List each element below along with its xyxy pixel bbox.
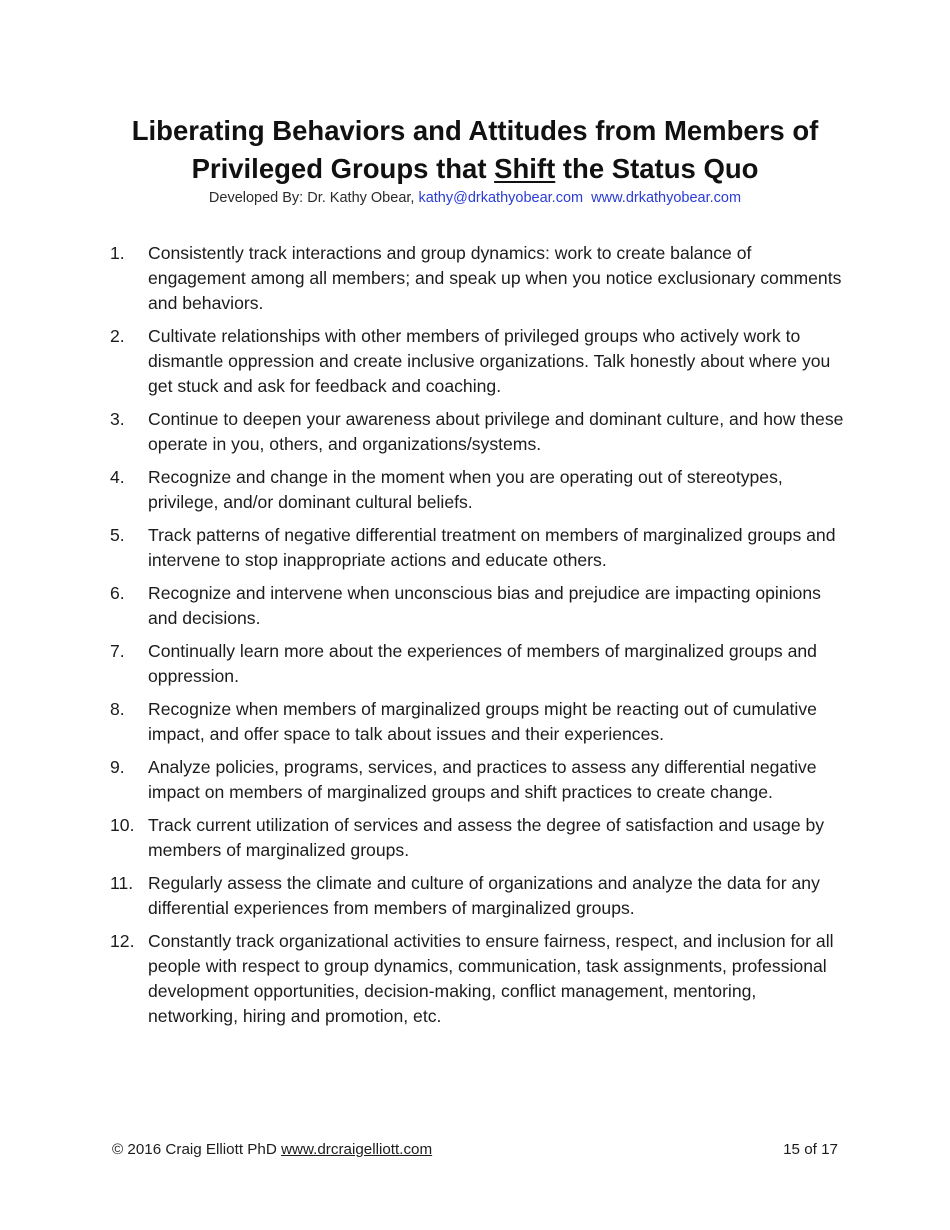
footer-copyright-text: © 2016 Craig Elliott PhD	[112, 1141, 282, 1158]
title-line-2	[60, 150, 890, 188]
title-line-2-end: the Status Quo	[555, 153, 759, 184]
list-item-number: 11.	[110, 873, 134, 893]
list-item	[110, 697, 845, 747]
title-line-1: Liberating Behaviors and Attitudes from Members of	[131, 115, 819, 146]
footer-copyright	[112, 1141, 432, 1158]
list-item-text: Track patterns of negative differential treatment on members of marginalized groups and intervene to stop inappropriate actions and educate others.	[148, 525, 836, 570]
footer-website-link[interactable]: www.drcraigelliott.com	[281, 1141, 433, 1158]
author-email-link[interactable]: kathy@drkathyobear.com	[418, 190, 584, 206]
list-item-number: 12.	[110, 931, 135, 951]
list-item	[110, 581, 845, 631]
list-item-number: 4.	[110, 467, 125, 487]
list-item-number: 1.	[110, 243, 125, 263]
list-item	[110, 465, 845, 515]
list-item-text: Continually learn more about the experiences of members of marginalized groups and oppression.	[148, 641, 817, 686]
list-item-text: Constantly track organizational activities to ensure fairness, respect, and inclusion for all people with respect to group dynamics, communication, task assignments, professional development opportunities, decision-making, conflict management, mentoring, networking, hiring and promotion, etc.	[148, 931, 834, 1026]
list-item	[110, 871, 845, 921]
list-item-text: Track current utilization of services and assess the degree of satisfaction and usage by members of marginalized groups.	[148, 815, 825, 860]
list-item-number: 2.	[110, 326, 125, 346]
list-item-text: Recognize when members of marginalized groups might be reacting out of cumulative impact, and offer space to talk about issues and their experiences.	[148, 699, 817, 744]
title-emphasis-word: Shift	[494, 153, 556, 184]
list-item	[110, 523, 845, 573]
behavior-list	[110, 241, 845, 1037]
list-item-text: Consistently track interactions and group dynamics: work to create balance of engagement among all members; and speak up when you notice exclusionary comments and behaviors.	[148, 243, 842, 313]
list-item-text: Recognize and change in the moment when you are operating out of stereotypes, privilege, and/or dominant cultural beliefs.	[148, 467, 783, 512]
list-item	[110, 639, 845, 689]
page-number: 15 of 17	[783, 1141, 838, 1158]
list-item	[110, 813, 845, 863]
list-item-text: Continue to deepen your awareness about privilege and dominant culture, and how these operate in you, others, and organizations/systems.	[148, 409, 844, 454]
author-credit	[60, 190, 890, 206]
list-item	[110, 755, 845, 805]
author-credit-text: Developed By: Dr. Kathy Obear,	[208, 190, 419, 206]
list-item-number: 3.	[110, 409, 125, 429]
author-website-link[interactable]: www.drkathyobear.com	[591, 190, 742, 206]
list-item	[110, 407, 845, 457]
list-item	[110, 324, 845, 399]
list-item-text: Recognize and intervene when unconscious bias and prejudice are impacting opinions and decisions.	[148, 583, 821, 628]
list-item-number: 6.	[110, 583, 125, 603]
list-item-text: Analyze policies, programs, services, and practices to assess any differential negative impact on members of marginalized groups and shift practices to create change.	[148, 757, 817, 802]
list-item-text: Cultivate relationships with other members of privileged groups who actively work to dismantle oppression and create inclusive organizations. Talk honestly about where you get stuck and ask for feedback and coaching.	[148, 326, 831, 396]
title-line-2-start: Privileged Groups that	[191, 153, 495, 184]
list-item-number: 5.	[110, 525, 125, 545]
list-item-number: 8.	[110, 699, 125, 719]
list-item-number: 10.	[110, 815, 135, 835]
list-item	[110, 241, 845, 316]
list-item-number: 7.	[110, 641, 125, 661]
list-item	[110, 929, 845, 1029]
list-item-text: Regularly assess the climate and culture of organizations and analyze the data for any differential experiences from members of marginalized groups.	[148, 873, 820, 918]
page-title	[60, 112, 890, 188]
list-item-number: 9.	[110, 757, 125, 777]
